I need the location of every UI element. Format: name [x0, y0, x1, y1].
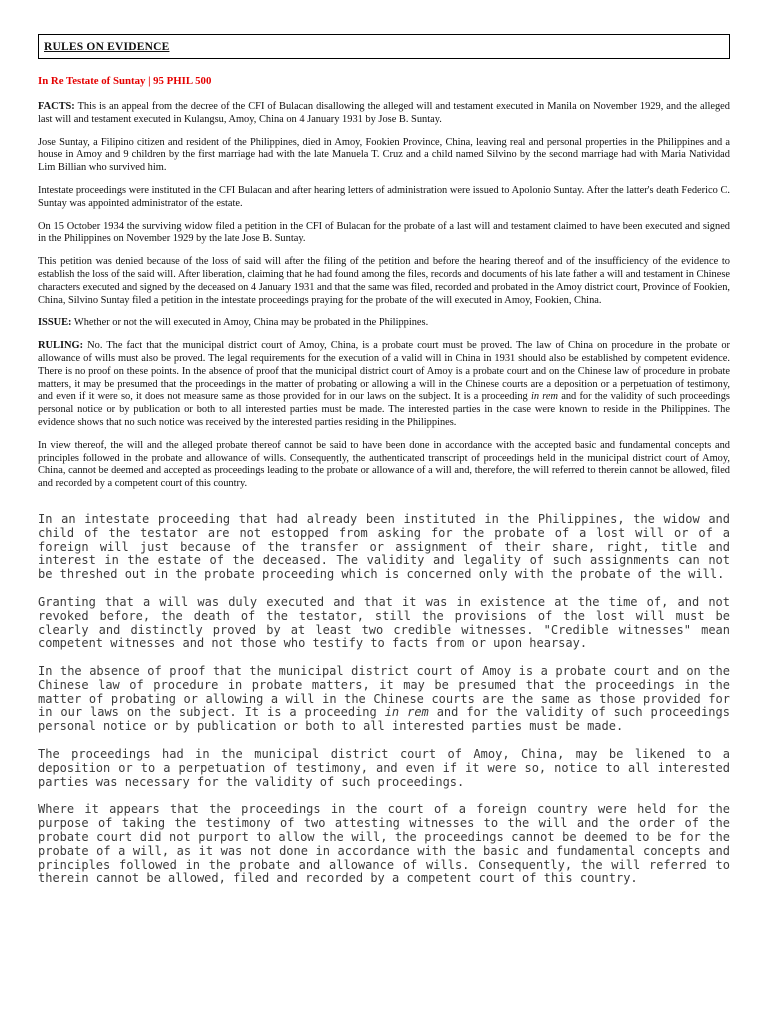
intestate-paragraph: Intestate proceedings were instituted in the CFI Bulacan and after hearing letters of administration were issued to Apolonio Suntay. After the latter's death Federico C. Suntay was appointed administrator of the estate. — [38, 184, 730, 209]
petition-paragraph: On 15 October 1934 the surviving widow filed a petition in the CFI of Bulacan for the probate of a last will and testament claimed to have been executed and signed in the Philippines on November 1929 by the late Jose B. Suntay. — [38, 220, 730, 245]
ruling-label: RULING: — [38, 340, 84, 352]
doctrine-notes-section — [38, 513, 730, 886]
document-header-box — [38, 34, 730, 59]
facts-label: FACTS: — [38, 101, 75, 112]
facts-paragraph — [38, 101, 730, 127]
case-title: In Re Testate of Suntay | 95 PHIL 500 — [38, 75, 212, 87]
background-paragraph: Jose Suntay, a Filipino citizen and resident of the Philippines, died in Amoy, Fookien Province, China, leaving real and personal properties in the Philippines and a house in Amoy and 9 children by the first marriage had with the late Manuela T. Cruz and a child named Silvino by the second marriage had with Maria Natividad Lim Billian who survived him. — [38, 136, 730, 174]
ruling-paragraph — [38, 340, 730, 430]
note-proof-paragraph — [38, 665, 730, 734]
note-proof-post: and for the validity of such proceedings personal notice or by publication or both to all interested parties must be made. — [38, 705, 730, 734]
note-foreign-court-paragraph: Where it appears that the proceedings in the court of a foreign country were held for the purpose of taking the testimony of two attesting witnesses to the will and the order of the probate court did not purport to allow the will, the proceedings cannot be deemed to be for the probate of a will, as it was not done in accordance with the basic and fundamental concepts and principles followed in the probate and allowance of wills. Consequently, the will referred to therein cannot be allowed, filed and recorded by a competent court of this country. — [38, 802, 730, 886]
issue-label: ISSUE: — [38, 317, 72, 329]
denial-paragraph: This petition was denied because of the loss of said will after the filing of the petition and before the hearing thereof and of the insufficiency of the evidence to establish the loss of the said will. After liberation, claiming that he had found among the files, records and documents of his late father a will and testament in Chinese characters executed and signed by the deceased on 4 January 1931 and that the same was filed, recorded and probated in the Amoy district court, Province of Fookien, China, Silvino Suntay filed a petition in the intestate proceedings praying for the probate of the will executed in Amoy, Fookien, China. — [38, 256, 730, 306]
document-title: RULES ON EVIDENCE — [44, 41, 170, 53]
note-proof-pre: In the absence of proof that the municipal district court of Amoy is a probate court and on the Chinese law of procedure in probate matters, it may be presumed that the proceedings in the matter of probating or allowing a will in the Chinese courts are the same as those provided for in our laws on the subject. It is a proceeding — [38, 664, 730, 720]
ruling-text-pre: No. The fact that the municipal district court of Amoy, China, is a probate court must be proved. The law of China on procedure in the probate or allowance of wills must also be proved. The legal requirements for the execution of a valid will in China in 1931 should also be established by competent evidence. There is no proof on these points. In the absence of proof that the municipal district court of Amoy is a probate court and on the Chinese law of procedure in probate matters, it may be presumed that the proceedings in the matter of probating or allowing a will in the Chinese courts are a deposition or a perpetuation of testimony, and even if it were so, it does not measure same as those provided for in our laws on the subject. It is a proceeding — [38, 340, 730, 403]
note-deposition-paragraph: The proceedings had in the municipal district court of Amoy, China, may be likened to a deposition or to a perpetuation of testimony, and even if it were so, notice to all interested parties was necessary for the validity of such proceedings. — [38, 747, 730, 789]
note-witnesses-paragraph: Granting that a will was duly executed and that it was in existence at the time of, and not revoked before, the death of the testator, still the provisions of the lost will must be clearly and distinctly proved by at least two credible witnesses. "Credible witnesses" mean competent witnesses and not those who testify to facts from or upon hearsay. — [38, 594, 730, 651]
closing-paragraph: In view thereof, the will and the alleged probate thereof cannot be said to have been done in accordance with the accepted basic and fundamental concepts and principles followed in the probate and allowance of wills. Consequently, the authenticated transcript of proceedings held in the municipal district court of Amoy, China, cannot be deemed and accepted as proceedings leading to the probate or allowance of a will and, therefore, the will referred to therein cannot be allowed, filed and recorded by a competent court of this country. — [38, 439, 730, 490]
note-proof-italic: in rem — [384, 705, 429, 720]
issue-text: Whether or not the will executed in Amoy, China may be probated in the Philippines. — [73, 317, 429, 329]
note-estoppel-paragraph: In an intestate proceeding that had already been instituted in the Philippines, the widow and child of the testator are not estopped from asking for the probate of a lost will or of a foreign will just because of the transfer or assignment of their share, right, title and interest in the estate of the deceased. The validity and legality of such assignments can not be threshed out in the probate proceeding which is concerned only with the probate of the will. — [38, 511, 730, 582]
issue-paragraph — [38, 317, 730, 330]
ruling-text-italic: in rem — [530, 391, 559, 403]
ruling-text-post: and for the validity of such proceedings personal notice or by publication or both to all interested parties must be made. The interested parties in the case were known to reside in the Philippines. The evidence shows that no such notice was received by the interested parties residing in the Philippines. — [38, 391, 730, 428]
facts-text: This is an appeal from the decree of the CFI of Bulacan disallowing the alleged will and testament executed in Manila on November 1929, and the alleged last will and testament executed in Kulangsu, Amoy, China on 4 January 1931 by Jose B. Suntay. — [38, 101, 730, 125]
